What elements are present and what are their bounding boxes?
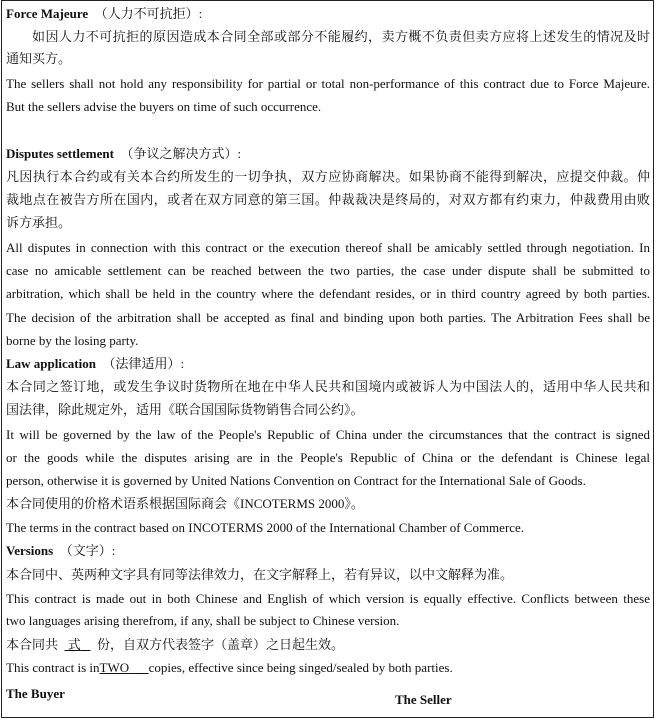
copies-cn: 本合同共 式 份，自双方代表签字（盖章）之日起生效。 <box>6 637 345 652</box>
buyer-signature-label: The Buyer <box>6 686 65 701</box>
versions-heading: Versions （文字）: <box>6 543 116 558</box>
disputes-en-1: All disputes in connection with this contract or the execution thereof shall be amicably settled through negotiation. In <box>6 240 650 255</box>
copies-cn-value: 式 <box>67 637 81 652</box>
force-majeure-heading: Force Majeure （人力不可抗拒）: <box>6 6 203 21</box>
law-cn-2: 国法律，除此规定外，适用《联合国国际货物销售合同公约》。 <box>6 402 364 417</box>
disputes-en-4: The decision of the arbitration shall be accepted as final and binding upon both parties. The Arbitration Fees shall be <box>6 310 650 325</box>
law-en-3: person, otherwise it is governed by United Nations Convention on Contract for the International Sale of Goods. <box>6 473 586 488</box>
law-heading: Law application （法律适用）: <box>6 356 185 371</box>
disputes-en-2: case no amicable settlement can be reached between the two parties, the case under dispute shall be submitted to <box>6 263 650 278</box>
disputes-heading: Disputes settlement （争议之解决方式）: <box>6 146 242 161</box>
versions-en-2: two languages arising therefrom, if any, shall be subject to Chinese version. <box>6 613 400 628</box>
disputes-cn-3: 诉方承担。 <box>6 215 72 230</box>
law-cn-1: 本合同之签订地，或发生争议时货物所在地在中华人民共和国境内或被诉人为中国法人的，适用中华人民共和 <box>6 379 650 394</box>
copies-en: This contract is inTWO copies, effective since being singed/sealed by both parties. <box>6 660 453 675</box>
force-majeure-en-1: The sellers shall not hold any responsibility for partial or total non-performance of this contract due to Force Majeure. <box>6 76 650 91</box>
disputes-en-3: arbitration, which shall be held in the country where the defendant resides, or in third country agreed by both parties. <box>6 286 650 301</box>
versions-en-1: This contract is made out in both Chinese and English of which version is equally effective. Conflicts between these <box>6 591 650 606</box>
versions-cn: 本合同中、英两种文字具有同等法律效力，在文字解释上，若有异议，以中文解释为准。 <box>6 567 514 582</box>
force-majeure-en-2: But the sellers advise the buyers on time of such occurrence. <box>6 99 322 114</box>
incoterms-cn: 本合同使用的价格术语系根据国际商会《INCOTERMS 2000》。 <box>6 496 364 511</box>
disputes-cn-1: 凡因执行本合约或有关本合约所发生的一切争执，双方应协商解决。如果协商不能得到解决，应提交仲裁。仲 <box>6 169 650 184</box>
disputes-en-5: borne by the losing party. <box>6 333 139 348</box>
law-en-1: It will be governed by the law of the People's Republic of China under the circumstances that the contract is signed <box>6 427 650 442</box>
seller-signature-label: The Seller <box>395 692 452 707</box>
force-majeure-cn-1: 如因人力不可抗拒的原因造成本合同全部或部分不能履约，卖方概不负责但卖方应将上述发生的情况及时 <box>32 29 650 44</box>
disputes-cn-2: 裁地点在被告方所在国内，或者在双方同意的第三国。仲裁裁决是终局的，对双方都有约束力，仲裁费用由败 <box>6 192 650 207</box>
force-majeure-cn-2: 通知买方。 <box>6 51 72 66</box>
copies-en-value: TWO <box>99 660 130 675</box>
law-en-2: or the goods while the disputes arising are in the People's Republic of China or the defendant is Chinese legal <box>6 450 650 465</box>
incoterms-en: The terms in the contract based on INCOTERMS 2000 of the International Chamber of Commerce. <box>6 520 525 535</box>
